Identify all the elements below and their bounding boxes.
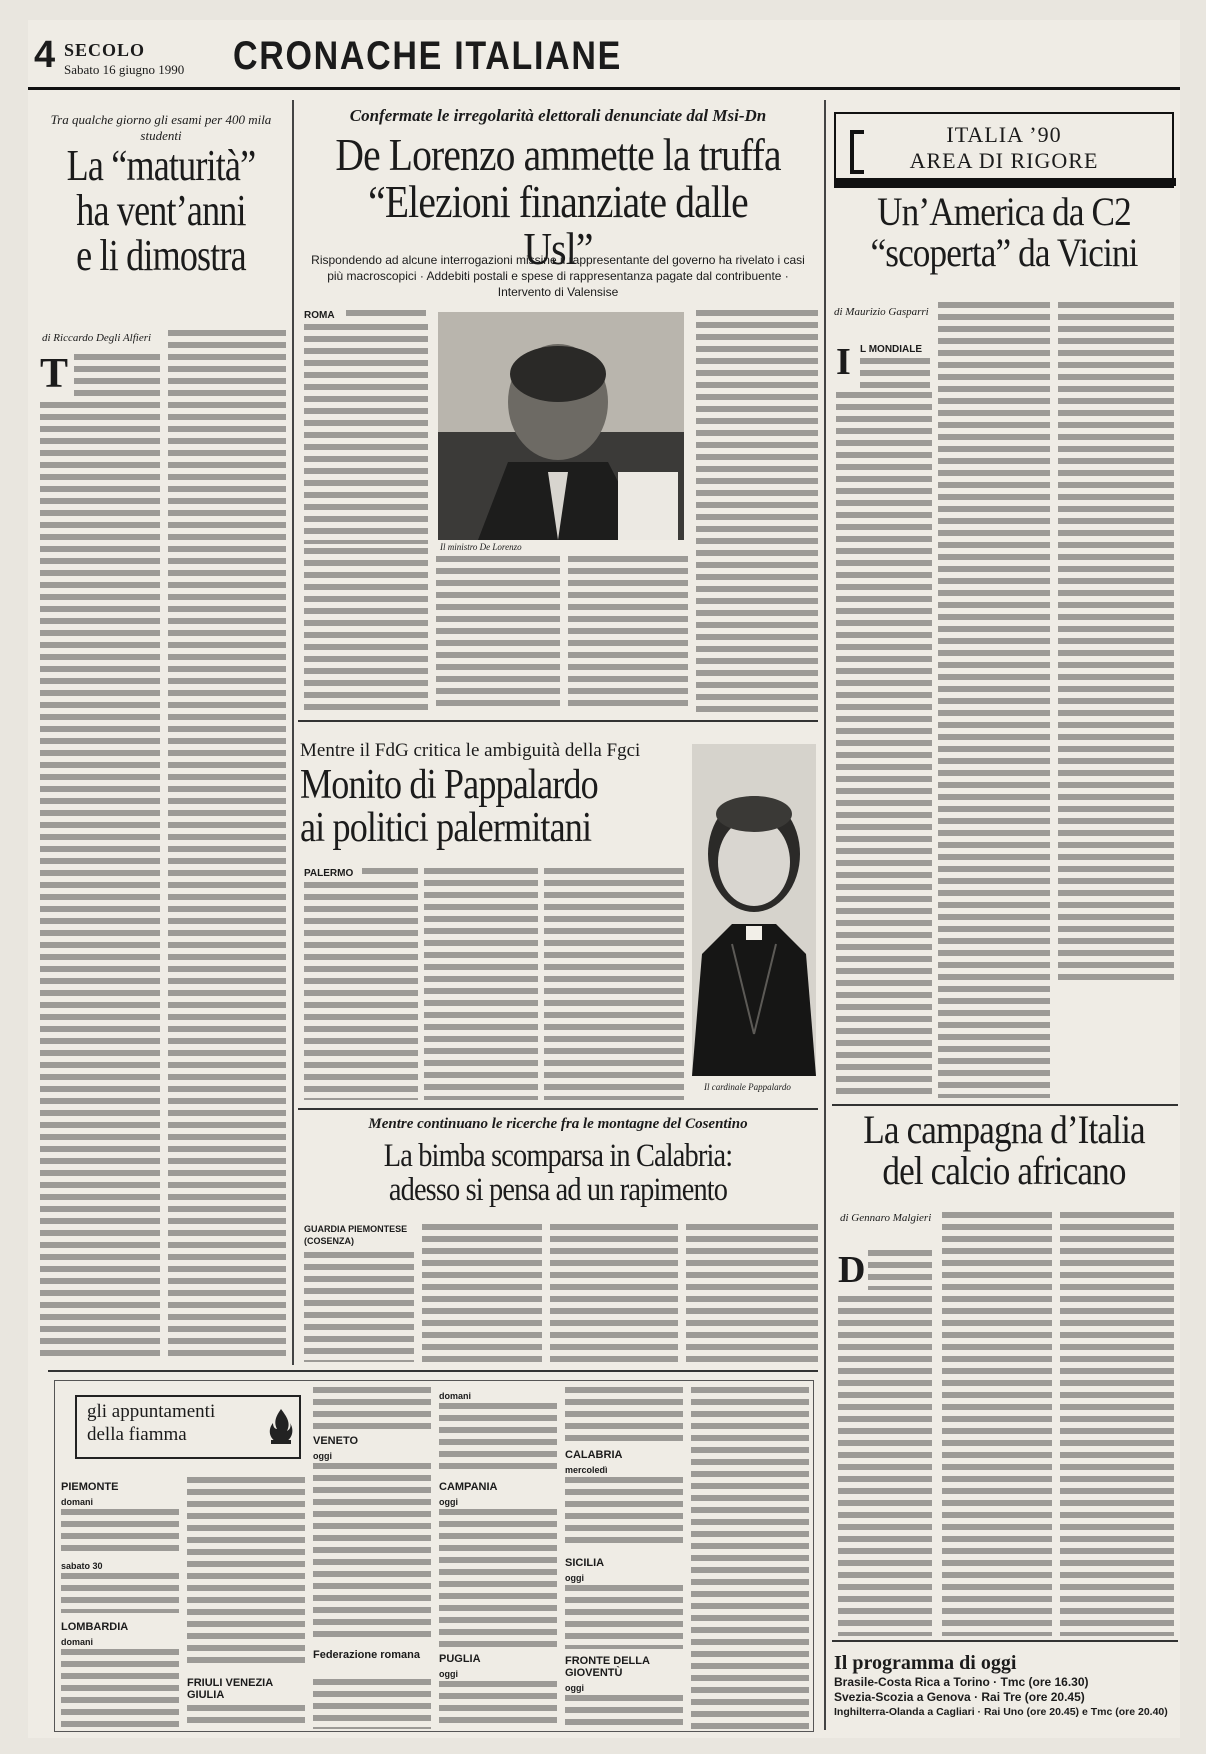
article-text xyxy=(568,556,688,712)
article-text xyxy=(436,556,560,712)
headline-line: De Lorenzo ammette la truffa xyxy=(335,129,781,180)
portrait-image xyxy=(438,312,684,540)
region-heading: CALABRIA xyxy=(565,1449,623,1461)
appointment-text xyxy=(439,1403,557,1473)
article-byline: di Gennaro Malgieri xyxy=(840,1212,932,1224)
headline-line: e li dimostra xyxy=(76,230,246,280)
article-headline xyxy=(59,141,264,280)
article-text xyxy=(938,302,1050,1098)
drop-cap: T xyxy=(40,351,69,397)
article-text xyxy=(74,354,160,398)
region-heading: PUGLIA xyxy=(439,1653,481,1665)
article-byline: di Maurizio Gasparri xyxy=(834,306,929,318)
flame-icon xyxy=(267,1407,295,1445)
article-headline xyxy=(334,1140,781,1207)
day-label: sabato 30 xyxy=(61,1561,103,1571)
appointment-text xyxy=(565,1477,683,1549)
headline-line: La “maturità” xyxy=(66,141,256,190)
article-text xyxy=(304,882,418,1100)
appuntamenti-box xyxy=(54,1380,814,1732)
issue-date: Sabato 16 giugno 1990 xyxy=(64,62,185,77)
article-text xyxy=(838,1296,932,1636)
portrait-image xyxy=(692,744,816,1076)
day-label: oggi xyxy=(565,1573,584,1583)
appuntamenti-title xyxy=(75,1395,301,1459)
article-text xyxy=(860,358,930,388)
article-text xyxy=(686,1224,818,1362)
article-dateline: PALERMO xyxy=(304,868,354,879)
appointment-text xyxy=(187,1477,305,1669)
article-text xyxy=(1060,1212,1174,1636)
article-text xyxy=(424,868,538,1100)
article-text xyxy=(362,868,418,880)
headline-line: ai politici palermitani xyxy=(300,804,592,851)
article-kicker: Mentre il FdG critica le ambiguità della Fgci xyxy=(300,740,641,761)
headline-line: adesso si pensa ad un rapimento xyxy=(388,1171,728,1208)
region-heading: CAMPANIA xyxy=(439,1481,498,1493)
day-label: domani xyxy=(439,1391,472,1401)
article-text xyxy=(868,1250,932,1290)
day-label: oggi xyxy=(565,1683,584,1693)
article-headline xyxy=(849,1107,1159,1193)
day-label: oggi xyxy=(313,1451,332,1461)
appointment-text xyxy=(313,1463,431,1643)
drop-cap: I xyxy=(836,341,851,383)
article-text xyxy=(550,1224,678,1362)
day-label: mercoledì xyxy=(565,1465,608,1475)
article-summary: Rispondendo ad alcune interrogazioni missine il rappresentante del governo ha rivelato i casi più macroscopici · Addebiti postali e spese di rappresentanza pagate dal contribuente · Intervento di Valensise xyxy=(311,253,805,300)
appointment-text xyxy=(691,1387,809,1729)
article-headline xyxy=(300,764,644,850)
article-lead: L MONDIALE xyxy=(860,344,923,355)
appointment-text xyxy=(61,1649,179,1729)
article-kicker: Mentre continuano le ricerche fra le montagne del Cosentino xyxy=(368,1116,748,1132)
section-rule xyxy=(48,1370,818,1372)
article-kicker: Tra qualche giorno gli esami per 400 mila studenti xyxy=(50,112,272,143)
headline-line: “Elezioni finanziate dalle Usl” xyxy=(368,175,748,274)
headline-line: Un’America da C2 xyxy=(877,189,1131,234)
appointment-text xyxy=(187,1705,305,1729)
programma-line: Inghilterra-Olanda a Cagliari · Rai Uno (ore 20.45) e Tmc (ore 20.40) xyxy=(834,1705,1168,1718)
article-kicker: Confermate le irregolarità elettorali denunciate dal Msi-Dn xyxy=(349,106,767,125)
article-byline: di Riccardo Degli Alfieri xyxy=(42,332,152,344)
section-rule xyxy=(298,720,818,722)
programma-title: Il programma di oggi xyxy=(834,1652,1017,1674)
article-text xyxy=(346,310,426,322)
programma-line: Svezia-Scozia a Genova · Rai Tre (ore 20.45) xyxy=(834,1690,1085,1705)
photo-de-lorenzo xyxy=(438,312,684,540)
article-text xyxy=(168,330,286,1362)
section-rule xyxy=(832,1640,1178,1642)
appointment-text xyxy=(313,1679,431,1729)
region-heading: SICILIA xyxy=(565,1557,605,1569)
region-heading: Federazione romana xyxy=(313,1649,420,1661)
article-headline xyxy=(849,189,1159,275)
headline-line: Monito di Pappalardo xyxy=(300,762,598,808)
column-rule xyxy=(292,100,294,1365)
page-number: 4 xyxy=(34,34,56,76)
appointment-text xyxy=(565,1387,683,1443)
article-text xyxy=(304,548,428,712)
article-dateline: GUARDIA PIEMONTESE (COSENZA) xyxy=(304,1224,408,1246)
day-label: domani xyxy=(61,1637,94,1647)
article-dateline: ROMA xyxy=(304,310,335,321)
day-label: oggi xyxy=(439,1669,458,1679)
day-label: domani xyxy=(61,1497,94,1507)
region-heading: VENETO xyxy=(313,1435,359,1447)
article-text xyxy=(1058,302,1174,982)
headline-line: La campagna d’Italia xyxy=(863,1107,1145,1152)
section-rule xyxy=(298,1108,818,1110)
region-heading: PIEMONTE xyxy=(61,1481,119,1493)
box-bracket xyxy=(850,130,864,174)
article-text xyxy=(40,402,160,1362)
appointment-text xyxy=(565,1695,683,1729)
article-text xyxy=(696,310,818,712)
paper-name: SECOLO xyxy=(64,40,146,60)
headline-line: La bimba scomparsa in Calabria: xyxy=(383,1138,733,1174)
section-rule xyxy=(832,1104,1178,1106)
photo-caption: Il ministro De Lorenzo xyxy=(440,542,522,552)
region-heading: LOMBARDIA xyxy=(61,1621,129,1633)
programma-line: Brasile-Costa Rica a Torino · Tmc (ore 16.30) xyxy=(834,1675,1089,1689)
section-title: CRONACHE ITALIANE xyxy=(233,34,623,78)
appointment-text xyxy=(61,1509,179,1555)
programma-box xyxy=(834,1652,1180,1719)
article-text xyxy=(836,392,932,1098)
headline-line: del calcio africano xyxy=(882,1147,1126,1193)
headline-line: “scoperta” da Vicini xyxy=(870,229,1138,275)
photo-pappalardo xyxy=(692,744,816,1076)
box-title: ITALIA ’90 xyxy=(946,122,1062,147)
column-rule xyxy=(824,100,826,1730)
newspaper-page xyxy=(28,20,1180,1738)
day-label: oggi xyxy=(439,1497,458,1507)
appointment-text xyxy=(313,1387,431,1431)
appointment-text xyxy=(61,1573,179,1613)
appointment-text xyxy=(565,1585,683,1649)
appuntamenti-title-line: gli appuntamenti xyxy=(87,1401,216,1422)
article-text xyxy=(942,1212,1052,1636)
appointment-text xyxy=(439,1681,557,1729)
box-subtitle: AREA DI RIGORE xyxy=(909,148,1099,173)
region-heading: FRONTE DELLA GIOVENTÙ xyxy=(565,1655,650,1680)
article-text xyxy=(544,868,684,1100)
article-text xyxy=(304,324,428,544)
section-box-italia-90 xyxy=(834,112,1174,188)
box-bar xyxy=(836,178,1176,186)
headline-line: ha vent’anni xyxy=(76,185,246,235)
region-heading: FRIULI VENEZIA GIULIA xyxy=(187,1677,273,1702)
photo-caption: Il cardinale Pappalardo xyxy=(704,1082,791,1092)
article-text xyxy=(304,1252,414,1362)
article-text xyxy=(422,1224,542,1362)
masthead xyxy=(28,20,1180,90)
appuntamenti-title-line: della fiamma xyxy=(87,1423,187,1445)
appointment-text xyxy=(439,1509,557,1649)
drop-cap: D xyxy=(838,1249,866,1291)
